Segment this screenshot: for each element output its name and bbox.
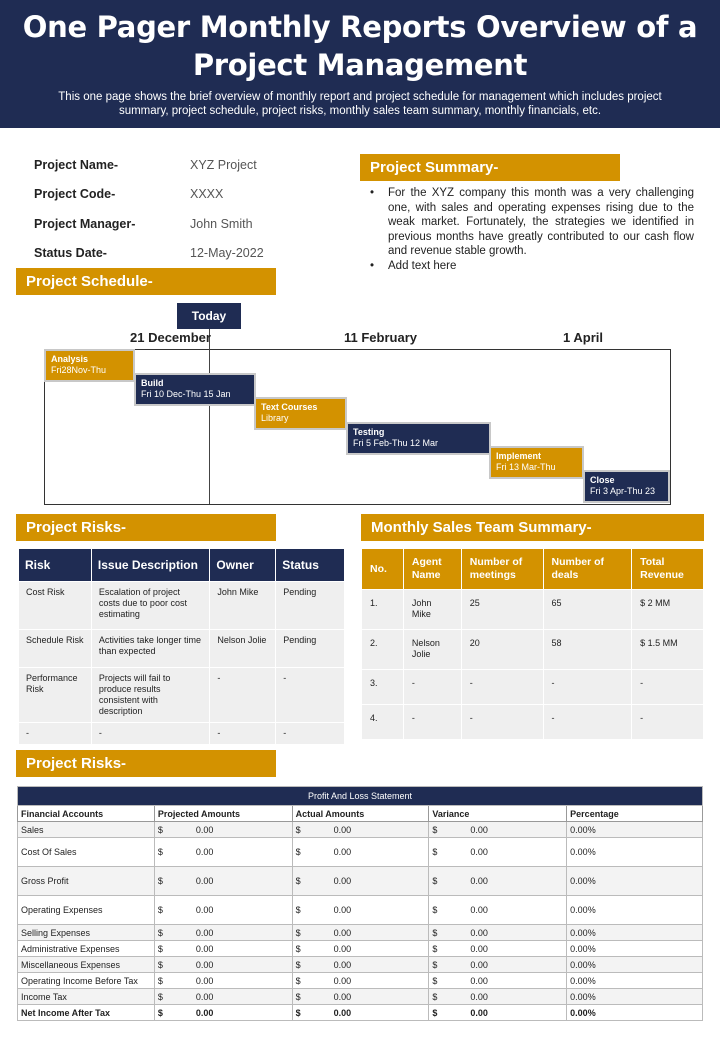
amount-value: 0.00 (333, 905, 352, 915)
currency-symbol: $ (157, 959, 163, 970)
info-row-manager: Project Manager- John Smith (34, 216, 253, 231)
currency-symbol: $ (295, 943, 301, 954)
profit-loss-table (17, 786, 703, 1021)
table-row (18, 973, 703, 989)
amount-value: 0.00 (333, 824, 352, 835)
table-row (18, 989, 703, 1005)
amount-value: 0.00 (195, 876, 214, 886)
amount-value: 0.00 (470, 1007, 488, 1018)
cell-percentage: 0.00% (567, 957, 703, 973)
table-row: 1. John Mike 25 65 $ 2 MM (362, 590, 704, 630)
cell-projected (154, 896, 292, 925)
column-header: Percentage (567, 806, 703, 822)
table-row (18, 838, 703, 867)
info-row-code: Project Code- XXXX (34, 187, 224, 202)
table-row (18, 941, 703, 957)
cell-actual (292, 941, 429, 957)
cell-percentage: 0.00% (567, 838, 703, 867)
column-header: Projected Amounts (154, 806, 292, 822)
cell-actual (292, 973, 429, 989)
table-row: 4. - - - - (362, 705, 704, 740)
financials-heading: Project Risks- (16, 750, 276, 777)
timeline-date: 11 February (344, 330, 417, 345)
cell-variance (429, 925, 567, 941)
cell-percentage: 0.00% (567, 973, 703, 989)
cell-percentage: 0.00% (567, 941, 703, 957)
cell-actual (292, 1005, 429, 1021)
table-row: - - - - (19, 723, 345, 745)
project-summary-heading: Project Summary- (360, 154, 620, 181)
amount-value: 0.00 (195, 943, 214, 954)
column-header: Actual Amounts (292, 806, 429, 822)
column-header: Number of meetings (461, 549, 543, 590)
table-row (18, 925, 703, 941)
currency-symbol: $ (157, 876, 163, 886)
timeline-date: 1 April (563, 330, 603, 345)
currency-symbol: $ (295, 824, 301, 835)
currency-symbol: $ (295, 991, 301, 1002)
table-row: Schedule Risk Activities take longer time than expected Nelson Jolie Pending (19, 630, 345, 668)
summary-bullet: • For the XYZ company this month was a very challenging one, with sales and operating expenses rising due to the weak market. Fortunately, the strategies we identified in previous months have greatly contributed to our cash flow and revenue stable growth. (370, 186, 694, 259)
cell-variance (429, 896, 567, 925)
cell-percentage: 0.00% (567, 867, 703, 896)
cell-percentage: 0.00% (567, 896, 703, 925)
timeline-date: 21 December (130, 330, 211, 345)
profit-loss-title: Profit And Loss Statement (18, 787, 703, 806)
currency-symbol: $ (157, 975, 163, 986)
cell-account: Miscellaneous Expenses (18, 957, 155, 973)
cell-projected (154, 838, 292, 867)
cell-actual (292, 896, 429, 925)
table-row (18, 867, 703, 896)
amount-value: 0.00 (470, 959, 488, 970)
cell-actual (292, 867, 429, 896)
cell-actual (292, 957, 429, 973)
currency-symbol: $ (295, 927, 301, 938)
cell-percentage: 0.00% (567, 822, 703, 838)
cell-account: Operating Income Before Tax (18, 973, 155, 989)
cell-account: Sales (18, 822, 155, 838)
amount-value: 0.00 (195, 991, 214, 1002)
currency-symbol: $ (432, 1007, 438, 1018)
cell-projected (154, 1005, 292, 1021)
cell-variance (429, 822, 567, 838)
profit-loss-body (18, 822, 703, 1021)
cell-projected (154, 822, 292, 838)
cell-actual (292, 838, 429, 867)
cell-account: Income Tax (18, 989, 155, 1005)
amount-value: 0.00 (333, 1007, 352, 1018)
cell-variance (429, 941, 567, 957)
cell-account: Administrative Expenses (18, 941, 155, 957)
page-header (0, 0, 720, 128)
currency-symbol: $ (432, 943, 438, 954)
currency-symbol: $ (295, 876, 301, 886)
cell-projected (154, 941, 292, 957)
today-line (209, 329, 210, 504)
amount-value: 0.00 (470, 824, 488, 835)
amount-value: 0.00 (333, 847, 352, 857)
cell-percentage: 0.00% (567, 989, 703, 1005)
currency-symbol: $ (432, 975, 438, 986)
cell-percentage: 0.00% (567, 925, 703, 941)
column-header: Total Revenue (632, 549, 704, 590)
column-header: No. (362, 549, 404, 590)
table-header-row (19, 549, 345, 582)
project-summary-list (370, 186, 694, 273)
amount-value: 0.00 (333, 975, 352, 986)
currency-symbol: $ (432, 927, 438, 938)
amount-value: 0.00 (195, 824, 214, 835)
cell-account: Net Income After Tax (18, 1005, 155, 1021)
table-header-row (362, 549, 704, 590)
column-header: Variance (429, 806, 567, 822)
info-row-name: Project Name- XYZ Project (34, 157, 257, 172)
cell-projected (154, 925, 292, 941)
currency-symbol: $ (432, 991, 438, 1002)
cell-account: Cost Of Sales (18, 838, 155, 867)
amount-value: 0.00 (333, 943, 352, 954)
table-row: Cost Risk Escalation of project costs due to poor cost estimating John Mike Pending (19, 582, 345, 630)
table-row (18, 896, 703, 925)
sales-summary-heading: Monthly Sales Team Summary- (361, 514, 704, 541)
amount-value: 0.00 (470, 991, 488, 1002)
table-row: 2. Nelson Jolie 20 58 $ 1.5 MM (362, 630, 704, 670)
cell-variance (429, 1005, 567, 1021)
column-header: Financial Accounts (18, 806, 155, 822)
cell-projected (154, 867, 292, 896)
currency-symbol: $ (295, 975, 301, 986)
currency-symbol: $ (157, 824, 163, 835)
table-row: Performance Risk Projects will fail to produce results consistent with description - - (19, 668, 345, 723)
cell-account: Selling Expenses (18, 925, 155, 941)
column-header: Risk (19, 549, 92, 582)
currency-symbol: $ (432, 959, 438, 970)
currency-symbol: $ (157, 905, 163, 915)
currency-symbol: $ (157, 927, 163, 938)
column-header: Issue Description (91, 549, 210, 582)
amount-value: 0.00 (470, 927, 488, 938)
cell-variance (429, 838, 567, 867)
cell-account: Operating Expenses (18, 896, 155, 925)
project-info (34, 150, 334, 268)
cell-projected (154, 957, 292, 973)
info-row-status-date: Status Date- 12-May-2022 (34, 246, 264, 261)
task-analysis: Analysis Fri28Nov-Thu (44, 349, 135, 382)
amount-value: 0.00 (195, 847, 214, 857)
currency-symbol: $ (295, 905, 301, 915)
summary-bullet: • Add text here (370, 259, 694, 274)
task-text-courses: Text Courses Library (254, 397, 347, 430)
project-risks-heading: Project Risks- (16, 514, 276, 541)
today-marker: Today (177, 303, 241, 329)
currency-symbol: $ (157, 847, 163, 857)
cell-variance (429, 867, 567, 896)
cell-projected (154, 973, 292, 989)
sales-summary-table (361, 548, 704, 740)
cell-actual (292, 822, 429, 838)
table-row (18, 957, 703, 973)
amount-value: 0.00 (195, 927, 214, 938)
table-row: 3. - - - - (362, 670, 704, 705)
cell-account: Gross Profit (18, 867, 155, 896)
amount-value: 0.00 (333, 876, 352, 886)
amount-value: 0.00 (333, 991, 352, 1002)
amount-value: 0.00 (195, 905, 214, 915)
cell-actual (292, 989, 429, 1005)
currency-symbol: $ (157, 1007, 163, 1018)
currency-symbol: $ (432, 824, 438, 835)
column-header: Status (276, 549, 345, 582)
column-header: Number of deals (543, 549, 632, 590)
cell-percentage: 0.00% (567, 1005, 703, 1021)
task-build: Build Fri 10 Dec-Thu 15 Jan (134, 373, 256, 406)
currency-symbol: $ (295, 959, 301, 970)
table-header-row (18, 806, 703, 822)
amount-value: 0.00 (195, 975, 214, 986)
cell-variance (429, 989, 567, 1005)
task-testing: Testing Fri 5 Feb-Thu 12 Mar (346, 422, 491, 455)
table-row (18, 822, 703, 838)
amount-value: 0.00 (195, 959, 214, 970)
cell-actual (292, 925, 429, 941)
amount-value: 0.00 (470, 876, 488, 886)
currency-symbol: $ (295, 1007, 301, 1018)
cell-projected (154, 989, 292, 1005)
amount-value: 0.00 (333, 927, 352, 938)
amount-value: 0.00 (470, 943, 488, 954)
amount-value: 0.00 (333, 959, 352, 970)
currency-symbol: $ (295, 847, 301, 857)
amount-value: 0.00 (470, 975, 488, 986)
column-header: Agent Name (403, 549, 461, 590)
currency-symbol: $ (432, 847, 438, 857)
amount-value: 0.00 (470, 905, 488, 915)
page-subtitle: This one page shows the brief overview of monthly report and project schedule for management which includes project summary, project schedule, project risks, monthly sales team summary, monthly financials, etc. (58, 91, 662, 117)
column-header: Owner (210, 549, 276, 582)
task-implement: Implement Fri 13 Mar-Thu (489, 446, 584, 479)
task-close: Close Fri 3 Apr-Thu 23 (583, 470, 670, 503)
cell-variance (429, 957, 567, 973)
currency-symbol: $ (432, 876, 438, 886)
amount-value: 0.00 (470, 847, 488, 857)
risks-table (18, 548, 345, 745)
page-title: One Pager Monthly Reports Overview of a Project Management (22, 10, 698, 82)
currency-symbol: $ (432, 905, 438, 915)
currency-symbol: $ (157, 943, 163, 954)
currency-symbol: $ (157, 991, 163, 1002)
amount-value: 0.00 (195, 1007, 214, 1018)
project-schedule-heading: Project Schedule- (16, 268, 276, 295)
table-row (18, 1005, 703, 1021)
cell-variance (429, 973, 567, 989)
